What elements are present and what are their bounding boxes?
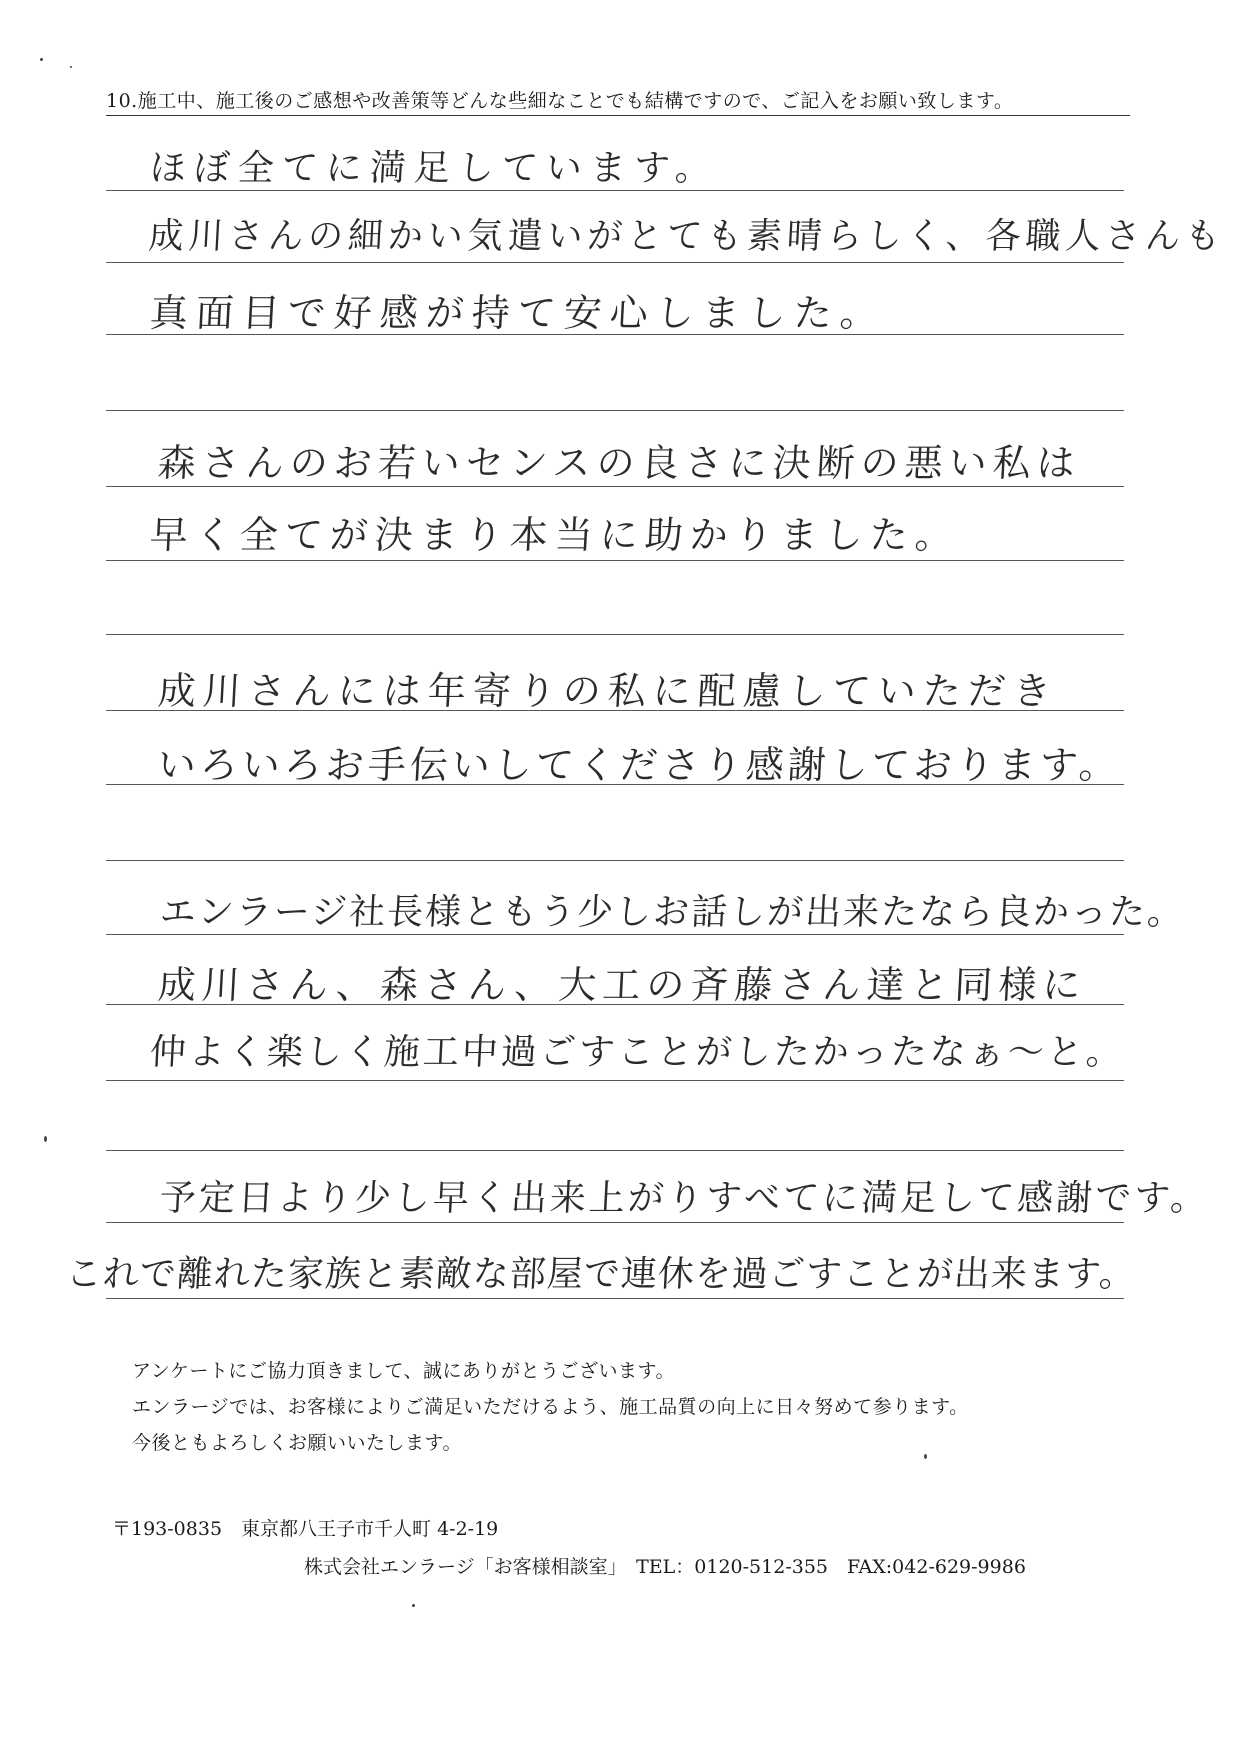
- ruled-line: [106, 334, 1124, 335]
- answer-line-8: エンラージ社長様ともう少しお話しが出来たなら良かった。: [158, 892, 1187, 933]
- answer-line-7: いろいろお手伝いしてくださり感謝しております。: [156, 743, 1122, 787]
- answer-line-3: 真面目で好感が持て安心しました。: [148, 291, 887, 335]
- scan-speck: [44, 1136, 47, 1142]
- answer-line-4: 森さんのお若いセンスの良さに決断の悪い私は: [156, 441, 1082, 485]
- answer-line-6: 成川さんには年寄りの私に配慮していただき: [156, 669, 1059, 713]
- ruled-line: [106, 262, 1124, 263]
- closing-line-1: アンケートにご協力頂きまして、誠にありがとうございます。: [132, 1360, 675, 1382]
- answer-line-1: ほぼ全てに満足しています。: [148, 148, 721, 189]
- ruled-line: [106, 410, 1124, 411]
- scan-speck: [924, 1454, 927, 1459]
- ruled-line: [106, 784, 1124, 785]
- answer-line-9: 成川さん、森さん、大工の斉藤さん達と同様に: [156, 963, 1088, 1007]
- answer-line-10: 仲よく楽しく施工中過ごすことがしたかったなぁ〜と。: [148, 1032, 1126, 1073]
- ruled-line: [106, 486, 1124, 487]
- ruled-line: [106, 1080, 1124, 1081]
- ruled-line: [106, 934, 1124, 935]
- scan-speck: [40, 58, 43, 61]
- ruled-line: [106, 634, 1124, 635]
- ruled-line: [106, 1298, 1124, 1299]
- company-address: 〒193-0835 東京都八王子市千人町 4-2-19: [112, 1518, 499, 1540]
- closing-line-2: エンラージでは、お客様によりご満足いただけるよう、施工品質の向上に日々努めて参ります。: [132, 1396, 969, 1418]
- ruled-line: [106, 190, 1124, 191]
- company-contact: 株式会社エンラージ「お客様相談室」 TEL：0120-512-355 FAX:042-629-9986: [304, 1556, 1026, 1578]
- ruled-line: [106, 1150, 1124, 1151]
- survey-question: 10.施工中、施工後のご感想や改善策等どんな些細なことでも結構ですので、ご記入をお願い致します。: [106, 86, 1130, 116]
- ruled-line: [106, 1004, 1124, 1005]
- answer-line-5: 早く全てが決まり本当に助かりました。: [148, 513, 961, 557]
- ruled-line: [106, 860, 1124, 861]
- scan-speck: [412, 1604, 415, 1607]
- closing-line-3: 今後ともよろしくお願いいたします。: [132, 1432, 462, 1454]
- ruled-line: [106, 560, 1124, 561]
- answer-line-11: 予定日より少し早く出来上がりすべてに満足して感謝です。: [158, 1178, 1211, 1219]
- ruled-line: [106, 710, 1124, 711]
- scan-speck: [70, 66, 72, 68]
- answer-line-2: 成川さんの細かい気遣いがとても素晴らしく、各職人さんも: [147, 216, 1226, 257]
- ruled-line: [106, 1222, 1124, 1223]
- answer-line-12: これで離れた家族と素敵な部屋で連休を過ごすことが出来ます。: [64, 1254, 1138, 1295]
